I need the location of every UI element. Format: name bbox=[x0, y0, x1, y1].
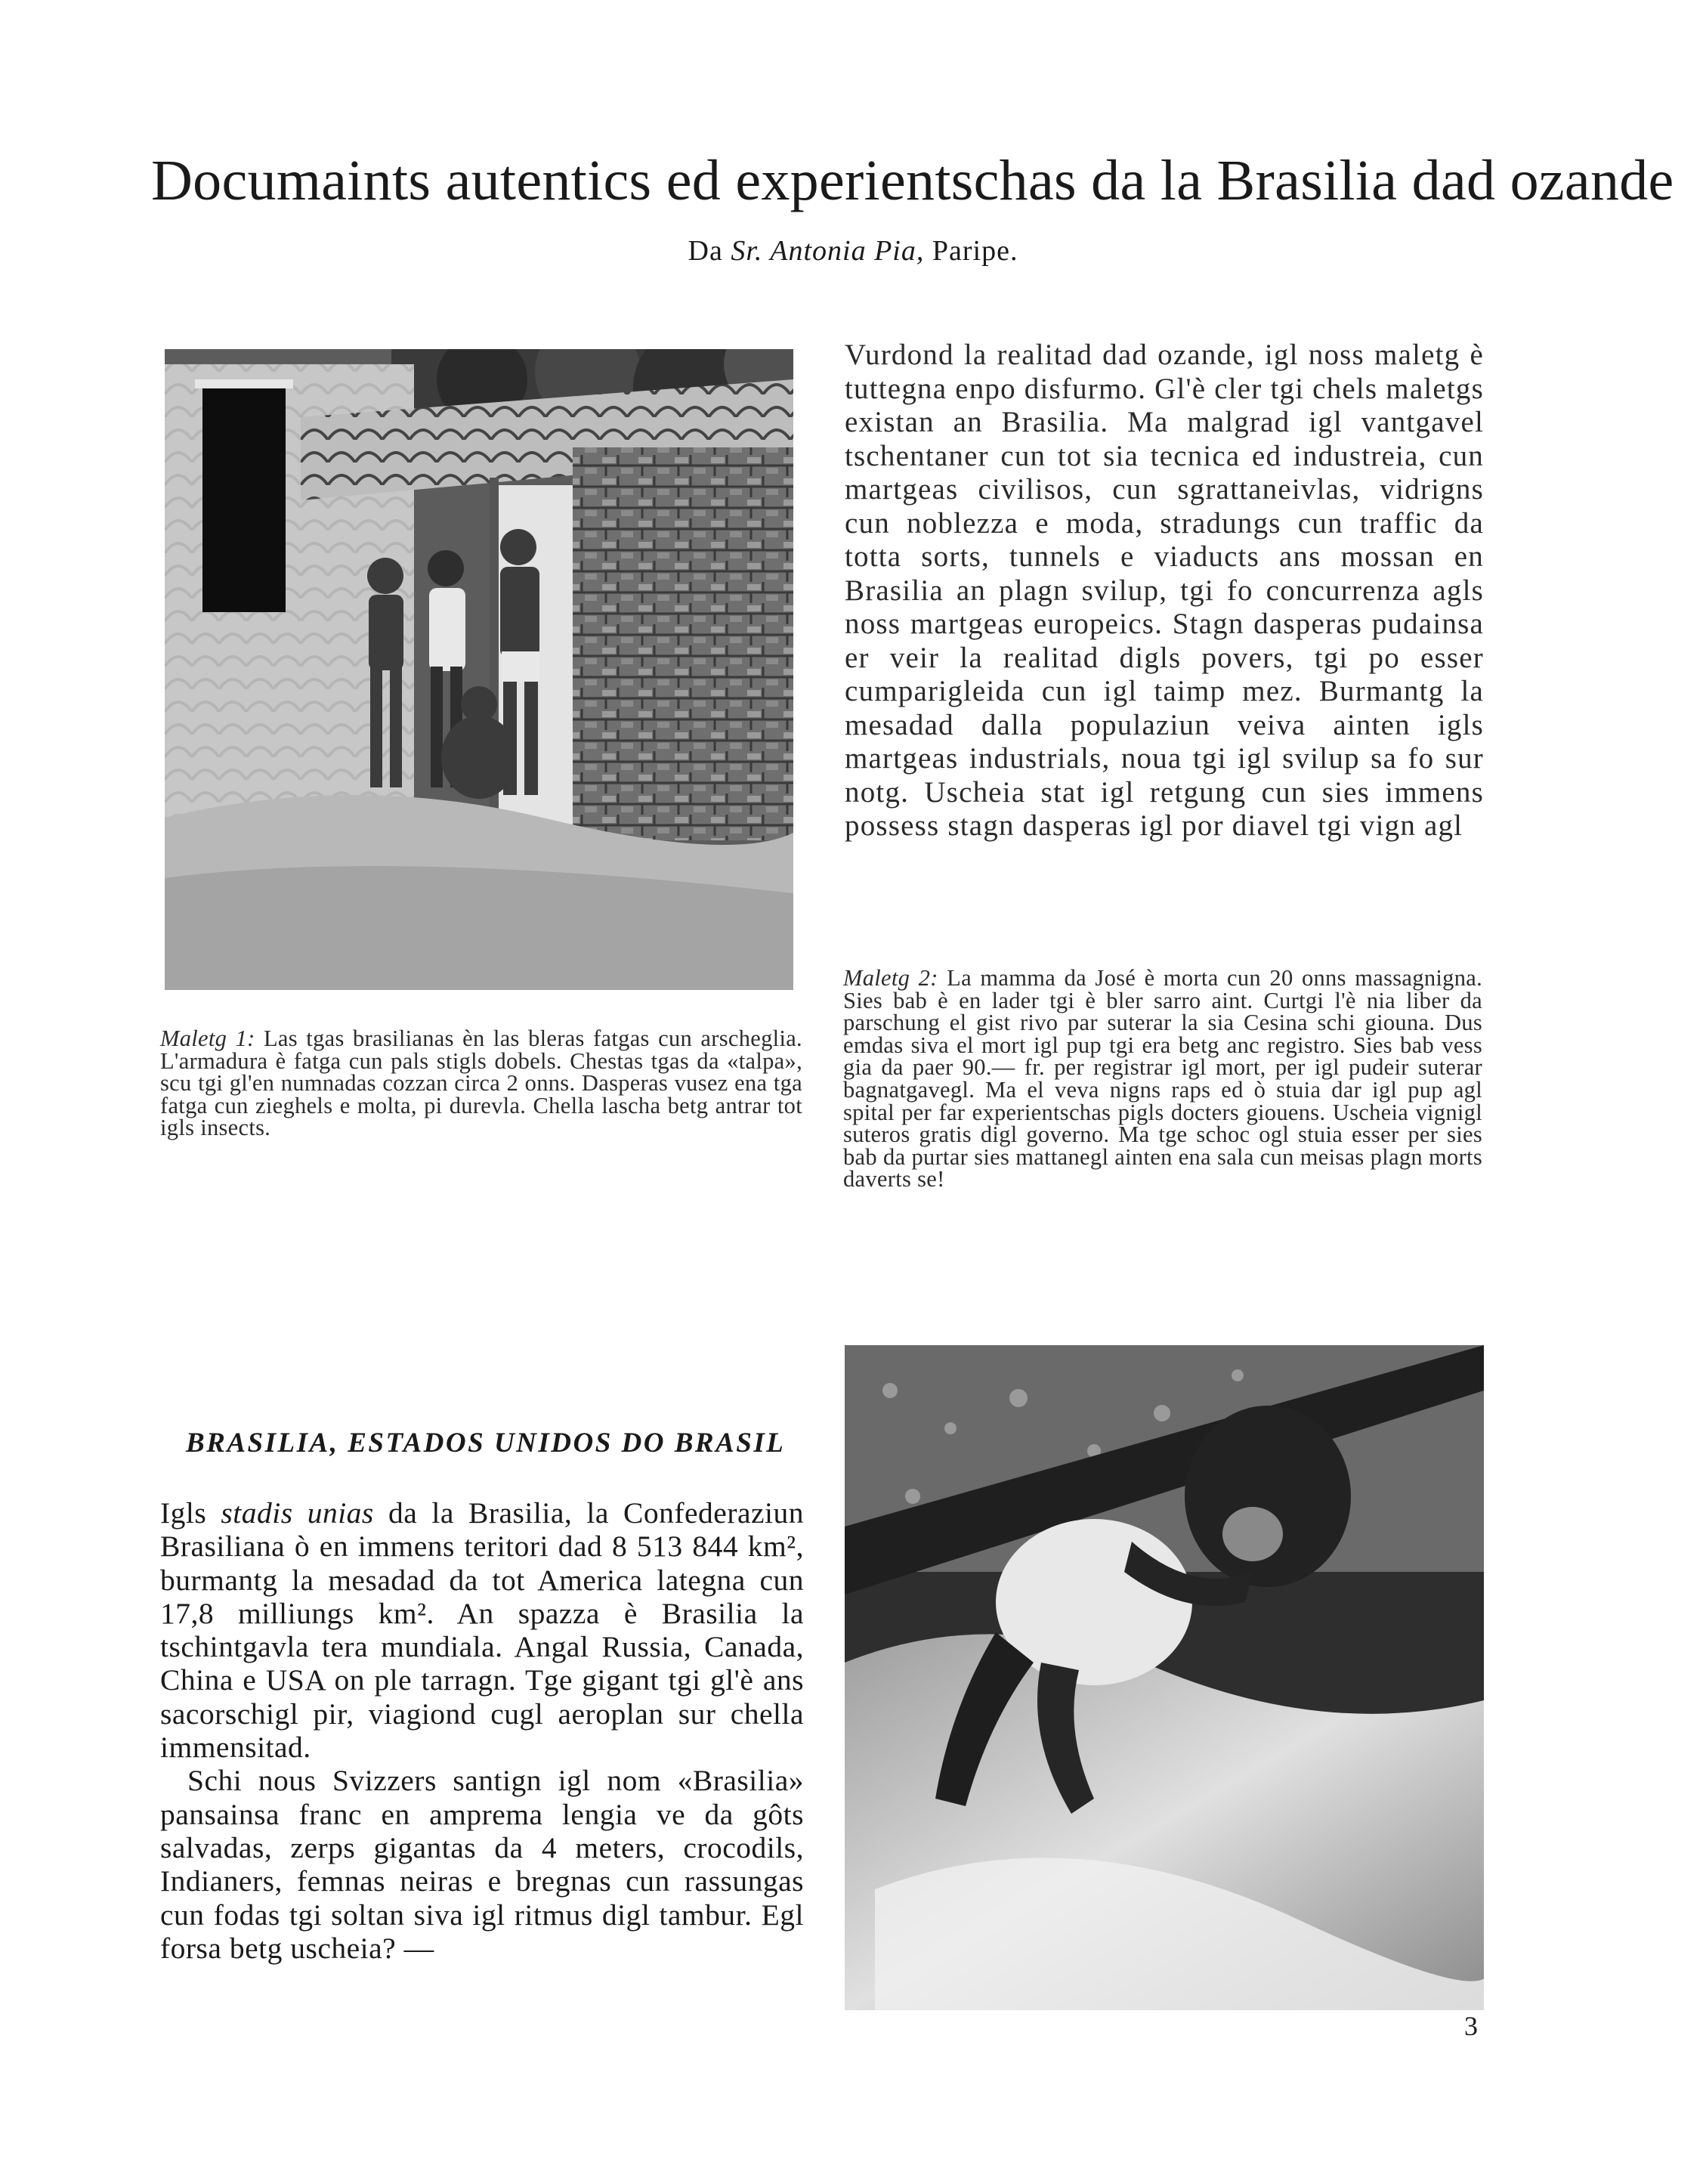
byline-place: Paripe. bbox=[932, 235, 1018, 267]
photo-children-house-graphic bbox=[165, 349, 793, 990]
article-title: Documaints autentics ed experientschas da la Brasilia dad ozande bbox=[151, 149, 1674, 212]
intro-text: Vurdond la realitad dad ozande, igl noss maletg è tuttegna enpo disfurmo. Gl'è cler tgi chels maletgs existan an Brasilia. Ma malgrad igl vantgavel tschentaner cun tot sia tecnica ed industreia, cun martgeas civilisos, cun sgrattaneivlas, vidrigns cun noblezza e moda, stradungs cun traffic da totta sorts, tunnels e viaducts ans mossan en Brasilia an plagn svilup, tgi fo concurrenza agls noss martgeas europeics. Stagn dasperas pudainsa er veir la realitad digls povers, tgi po esser cumparigleida cun igl taimp mez. Burmantg la mesadad dalla populaziun veiva ainten igls martgeas industrials, noua tgi igl svilup sa fo sur notg. Uscheia stat igl retgung cun sies immens possess stagn dasperas igl por diavel tgi vign agl bbox=[845, 339, 1484, 842]
section-paragraph-1 bbox=[160, 1496, 804, 1764]
caption-1-text: Las tgas brasilianas èn las bleras fatgas cun arscheglia. L'armadura è fatga cun pals stigls dobels. Chestas tgas da «talpa», scu tgi gl'en numnadas cozzan circa 2 onns. Dasperas vusez ena tga fatga cun zieghels e molta, pi durevla. Chella lascha betg antrar tot igls insects. bbox=[160, 1025, 802, 1141]
photo-infant-graphic bbox=[845, 1345, 1484, 2010]
section-body bbox=[160, 1496, 804, 1965]
caption-2-text: La mamma da José è morta cun 20 onns massagnigna. Sies bab è en lader tgi è bler sarro aint. Curtgi l'è nia liber da parschung el gist rivo par suterar la sia Cesina schi giouna. Dus emdas siva el mort igl pup tgi era betg anc registro. Sies bab vess gia da paer 90.— fr. per registrar igl mort, per igl pudeir suterar bagnatgavegl. Ma el veva nigns raps ed ò stuia dar igl pup agl spital per far experientschas pigls docters giouens. Uscheia vignigl suteros gratis digl governo. Ma tge schoc ogl stuia esser per sies bab da purtar sies mattanegl ainten ena sala cun meisas plagn morts daverts se! bbox=[843, 965, 1483, 1193]
caption-maletg-1 bbox=[160, 1025, 802, 1141]
photo-children-house bbox=[165, 349, 793, 990]
caption-2-label: Maletg 2: bbox=[843, 965, 938, 991]
caption-maletg-2 bbox=[843, 967, 1482, 1191]
byline-author: Sr. Antonia Pia, bbox=[731, 235, 925, 267]
caption-1-label: Maletg 1: bbox=[160, 1025, 255, 1051]
page-number: 3 bbox=[1464, 2011, 1478, 2041]
byline-prefix: Da bbox=[688, 235, 723, 267]
section-paragraph-2: Schi nous Svizzers santign igl nom «Brasilia» pansainsa franc en amprema lengia ve da gôts salvadas, zerps gigantas da 4 meters, crocodils, Indianers, femnas neiras e bregnas cun rassungas cun fodas tgi soltan siva igl ritmus digl tambur. Egl forsa betg uscheia? — bbox=[160, 1764, 804, 1965]
photo-infant bbox=[845, 1345, 1484, 2010]
p1-italic: stadis unias bbox=[221, 1496, 374, 1530]
p1-start: Igls bbox=[160, 1496, 207, 1530]
p1-rest: da la Brasilia, la Confederaziun Brasiliana ò en immens teritori dad 8 513 844 km², burmantg la mesadad da tot America lategna cun 17,8 milliungs km². An spazza è Brasilia la tschintgavla tera mundiala. Angal Russia, Canada, China e USA on ple tarragn. Tge gigant tgi gl'è ans sacorschigl pir, viagiond cugl aeroplan sur chella immensitad. bbox=[160, 1496, 805, 1765]
section-heading: BRASILIA, ESTADOS UNIDOS DO BRASIL bbox=[186, 1428, 786, 1459]
byline bbox=[0, 234, 1706, 268]
